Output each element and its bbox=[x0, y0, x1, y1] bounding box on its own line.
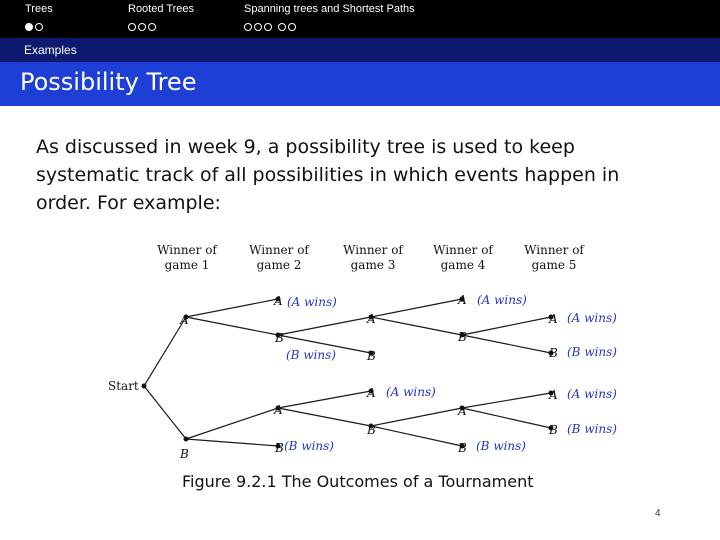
outcome-b-wins: (B wins) bbox=[567, 345, 617, 359]
node-label-b: B bbox=[549, 346, 558, 360]
header-game-2-line-2: game 2 bbox=[256, 258, 302, 272]
header-game-4-line-1: Winner of bbox=[433, 243, 493, 257]
nav-dot-icon[interactable] bbox=[128, 23, 136, 31]
header-game-2-line-1: Winner of bbox=[249, 243, 309, 257]
header-game-1-line-1: Winner of bbox=[157, 243, 217, 257]
nav-dot-icon[interactable] bbox=[148, 23, 156, 31]
header-game-3-line-1: Winner of bbox=[343, 243, 403, 257]
outcome-b-wins: (B wins) bbox=[286, 348, 336, 362]
nav-dot-icon[interactable] bbox=[288, 23, 296, 31]
outcome-a-wins: (A wins) bbox=[386, 385, 436, 399]
column-headers bbox=[157, 243, 585, 272]
node-label-b: B bbox=[367, 349, 376, 363]
nav-section-trees[interactable]: Trees bbox=[25, 3, 53, 15]
figure-caption: Figure 9.2.1 The Outcomes of a Tournament bbox=[182, 472, 534, 491]
outcome-b-wins: (B wins) bbox=[476, 439, 526, 453]
nav-section-rooted-trees[interactable]: Rooted Trees bbox=[128, 3, 195, 15]
node-label-a: A bbox=[367, 312, 376, 326]
possibility-tree-figure bbox=[100, 238, 640, 468]
subsection-bar bbox=[0, 38, 720, 62]
nav-dots-rooted-trees bbox=[128, 23, 156, 33]
node-label-b: B bbox=[367, 423, 376, 437]
body-paragraph: As discussed in week 9, a possibility tree is used to keep systematic track of all possibilities in which events happen in order. For example: bbox=[36, 136, 620, 214]
outcome-labels bbox=[284, 293, 617, 453]
node-label-b: B bbox=[458, 441, 467, 455]
node-label-a: A bbox=[367, 386, 376, 400]
header-game-5-line-1: Winner of bbox=[524, 243, 584, 257]
node-label-a: A bbox=[274, 294, 283, 308]
tree-nodes bbox=[142, 297, 554, 449]
start-label: Start bbox=[108, 379, 139, 393]
node-label-b: B bbox=[180, 447, 189, 461]
nav-dot-icon[interactable] bbox=[35, 23, 43, 31]
node-label-a: A bbox=[549, 388, 558, 402]
nav-dot-icon[interactable] bbox=[264, 23, 272, 31]
nav-section-spanning-trees[interactable]: Spanning trees and Shortest Paths bbox=[244, 3, 415, 15]
node-label-a: A bbox=[274, 403, 283, 417]
node-label-a: A bbox=[180, 313, 189, 327]
node-label-b: B bbox=[275, 331, 284, 345]
nav-dot-icon[interactable] bbox=[244, 23, 252, 31]
header-game-5-line-2: game 5 bbox=[531, 258, 577, 272]
nav-dot-icon[interactable] bbox=[25, 23, 33, 31]
nav-dot-icon[interactable] bbox=[254, 23, 262, 31]
node-labels bbox=[179, 293, 558, 461]
subsection-label: Examples bbox=[24, 43, 77, 57]
node-label-b: B bbox=[458, 330, 467, 344]
page-number: 4 bbox=[655, 508, 661, 519]
node-label-b: B bbox=[549, 423, 558, 437]
nav-dots-trees bbox=[25, 23, 43, 33]
nav-dot-icon[interactable] bbox=[278, 23, 286, 31]
node-label-a: A bbox=[549, 312, 558, 326]
node-label-a: A bbox=[458, 404, 467, 418]
outcome-a-wins: (A wins) bbox=[477, 293, 527, 307]
outcome-a-wins: (A wins) bbox=[287, 295, 337, 309]
header-game-4-line-2: game 4 bbox=[440, 258, 486, 272]
outcome-b-wins: (B wins) bbox=[284, 439, 334, 453]
tree-edges bbox=[144, 299, 551, 446]
outcome-a-wins: (A wins) bbox=[567, 387, 617, 401]
header-game-1-line-2: game 1 bbox=[164, 258, 210, 272]
slide-title: Possibility Tree bbox=[20, 68, 197, 96]
header-game-3-line-2: game 3 bbox=[350, 258, 396, 272]
outcome-b-wins: (B wins) bbox=[567, 422, 617, 436]
nav-dots-spanning-trees bbox=[244, 23, 296, 33]
outcome-a-wins: (A wins) bbox=[567, 311, 617, 325]
nav-dot-icon[interactable] bbox=[138, 23, 146, 31]
node-label-a: A bbox=[458, 293, 467, 307]
node-label-b: B bbox=[275, 441, 284, 455]
